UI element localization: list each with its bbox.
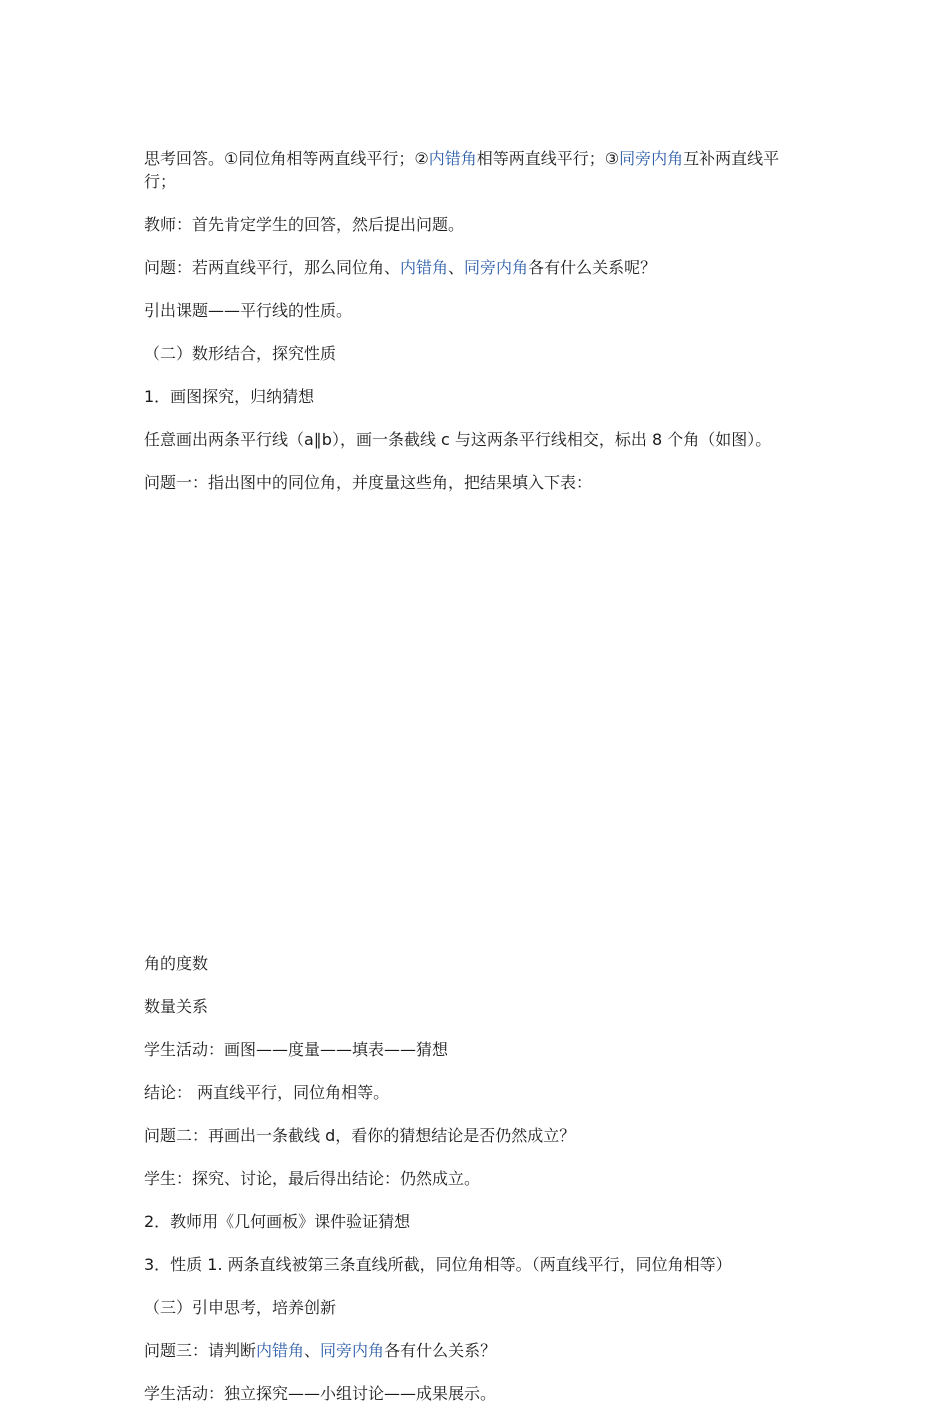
- subsection-heading-3: 3．性质 1. 两条直线被第三条直线所截，同位角相等。（两直线平行，同位角相等）: [144, 1255, 732, 1274]
- groups-list: [144, 514, 804, 744]
- link-same-side-interior-angles[interactable]: 同旁内角: [464, 258, 529, 277]
- paragraph-conclusion: 结论： 两直线平行，同位角相等。: [144, 1083, 390, 1102]
- link-same-side-interior-angles[interactable]: 同旁内角: [320, 1341, 385, 1360]
- paragraph-topic: 引出课题——平行线的性质。: [144, 301, 353, 320]
- text: 思考回答。①同位角相等两直线平行；②: [144, 149, 429, 168]
- subsection-heading-1: 1．画图探究，归纳猜想: [144, 387, 315, 406]
- paragraph-angle-degrees: 角的度数: [144, 954, 209, 973]
- document-body: [144, 147, 804, 1425]
- corresponding-angles-list: [144, 764, 804, 932]
- text: 互补两直线平行；: [144, 149, 780, 191]
- subsection-heading-2: 2．教师用《几何画板》课件验证猜想: [144, 1212, 411, 1231]
- section-heading-2: （二）数形结合，探究性质: [144, 344, 337, 363]
- paragraph-student-activity-2: 学生活动：独立探究——小组讨论——成果展示。: [144, 1384, 497, 1403]
- paragraph-student-activity: 学生活动：画图——度量——填表——猜想: [144, 1040, 449, 1059]
- link-alternate-interior-angles[interactable]: 内错角: [256, 1341, 305, 1360]
- paragraph-draw-lines: 任意画出两条平行线（a∥b），画一条截线 c 与这两条平行线相交，标出 8 个角（如图）。: [144, 430, 772, 449]
- section-heading-3: （三）引申思考，培养创新: [144, 1298, 337, 1317]
- text: 问题三：请判断: [144, 1341, 257, 1360]
- text: 相等两直线平行；③: [476, 149, 620, 168]
- text: 问题：若两直线平行，那么同位角、: [144, 258, 401, 277]
- paragraph-think-answer: [144, 147, 804, 193]
- paragraph-question-two: 问题二：再画出一条截线 d，看你的猜想结论是否仍然成立？: [144, 1126, 576, 1145]
- paragraph-question: [144, 256, 804, 279]
- paragraph-teacher: 教师：首先肯定学生的回答，然后提出问题。: [144, 215, 465, 234]
- text: 、: [448, 258, 465, 277]
- link-alternate-interior-angles[interactable]: 内错角: [428, 149, 477, 168]
- text: 、: [304, 1341, 321, 1360]
- paragraph-question-three: [144, 1339, 804, 1362]
- text: 各有什么关系呢？: [528, 258, 657, 277]
- paragraph-student: 学生：探究、讨论，最后得出结论：仍然成立。: [144, 1169, 481, 1188]
- paragraph-question-one: 问题一：指出图中的同位角，并度量这些角，把结果填入下表：: [144, 473, 593, 492]
- text: 各有什么关系？: [384, 1341, 497, 1360]
- link-alternate-interior-angles[interactable]: 内错角: [400, 258, 449, 277]
- link-same-side-interior-angles[interactable]: 同旁内角: [619, 149, 684, 168]
- paragraph-quantity-relation: 数量关系: [144, 997, 209, 1016]
